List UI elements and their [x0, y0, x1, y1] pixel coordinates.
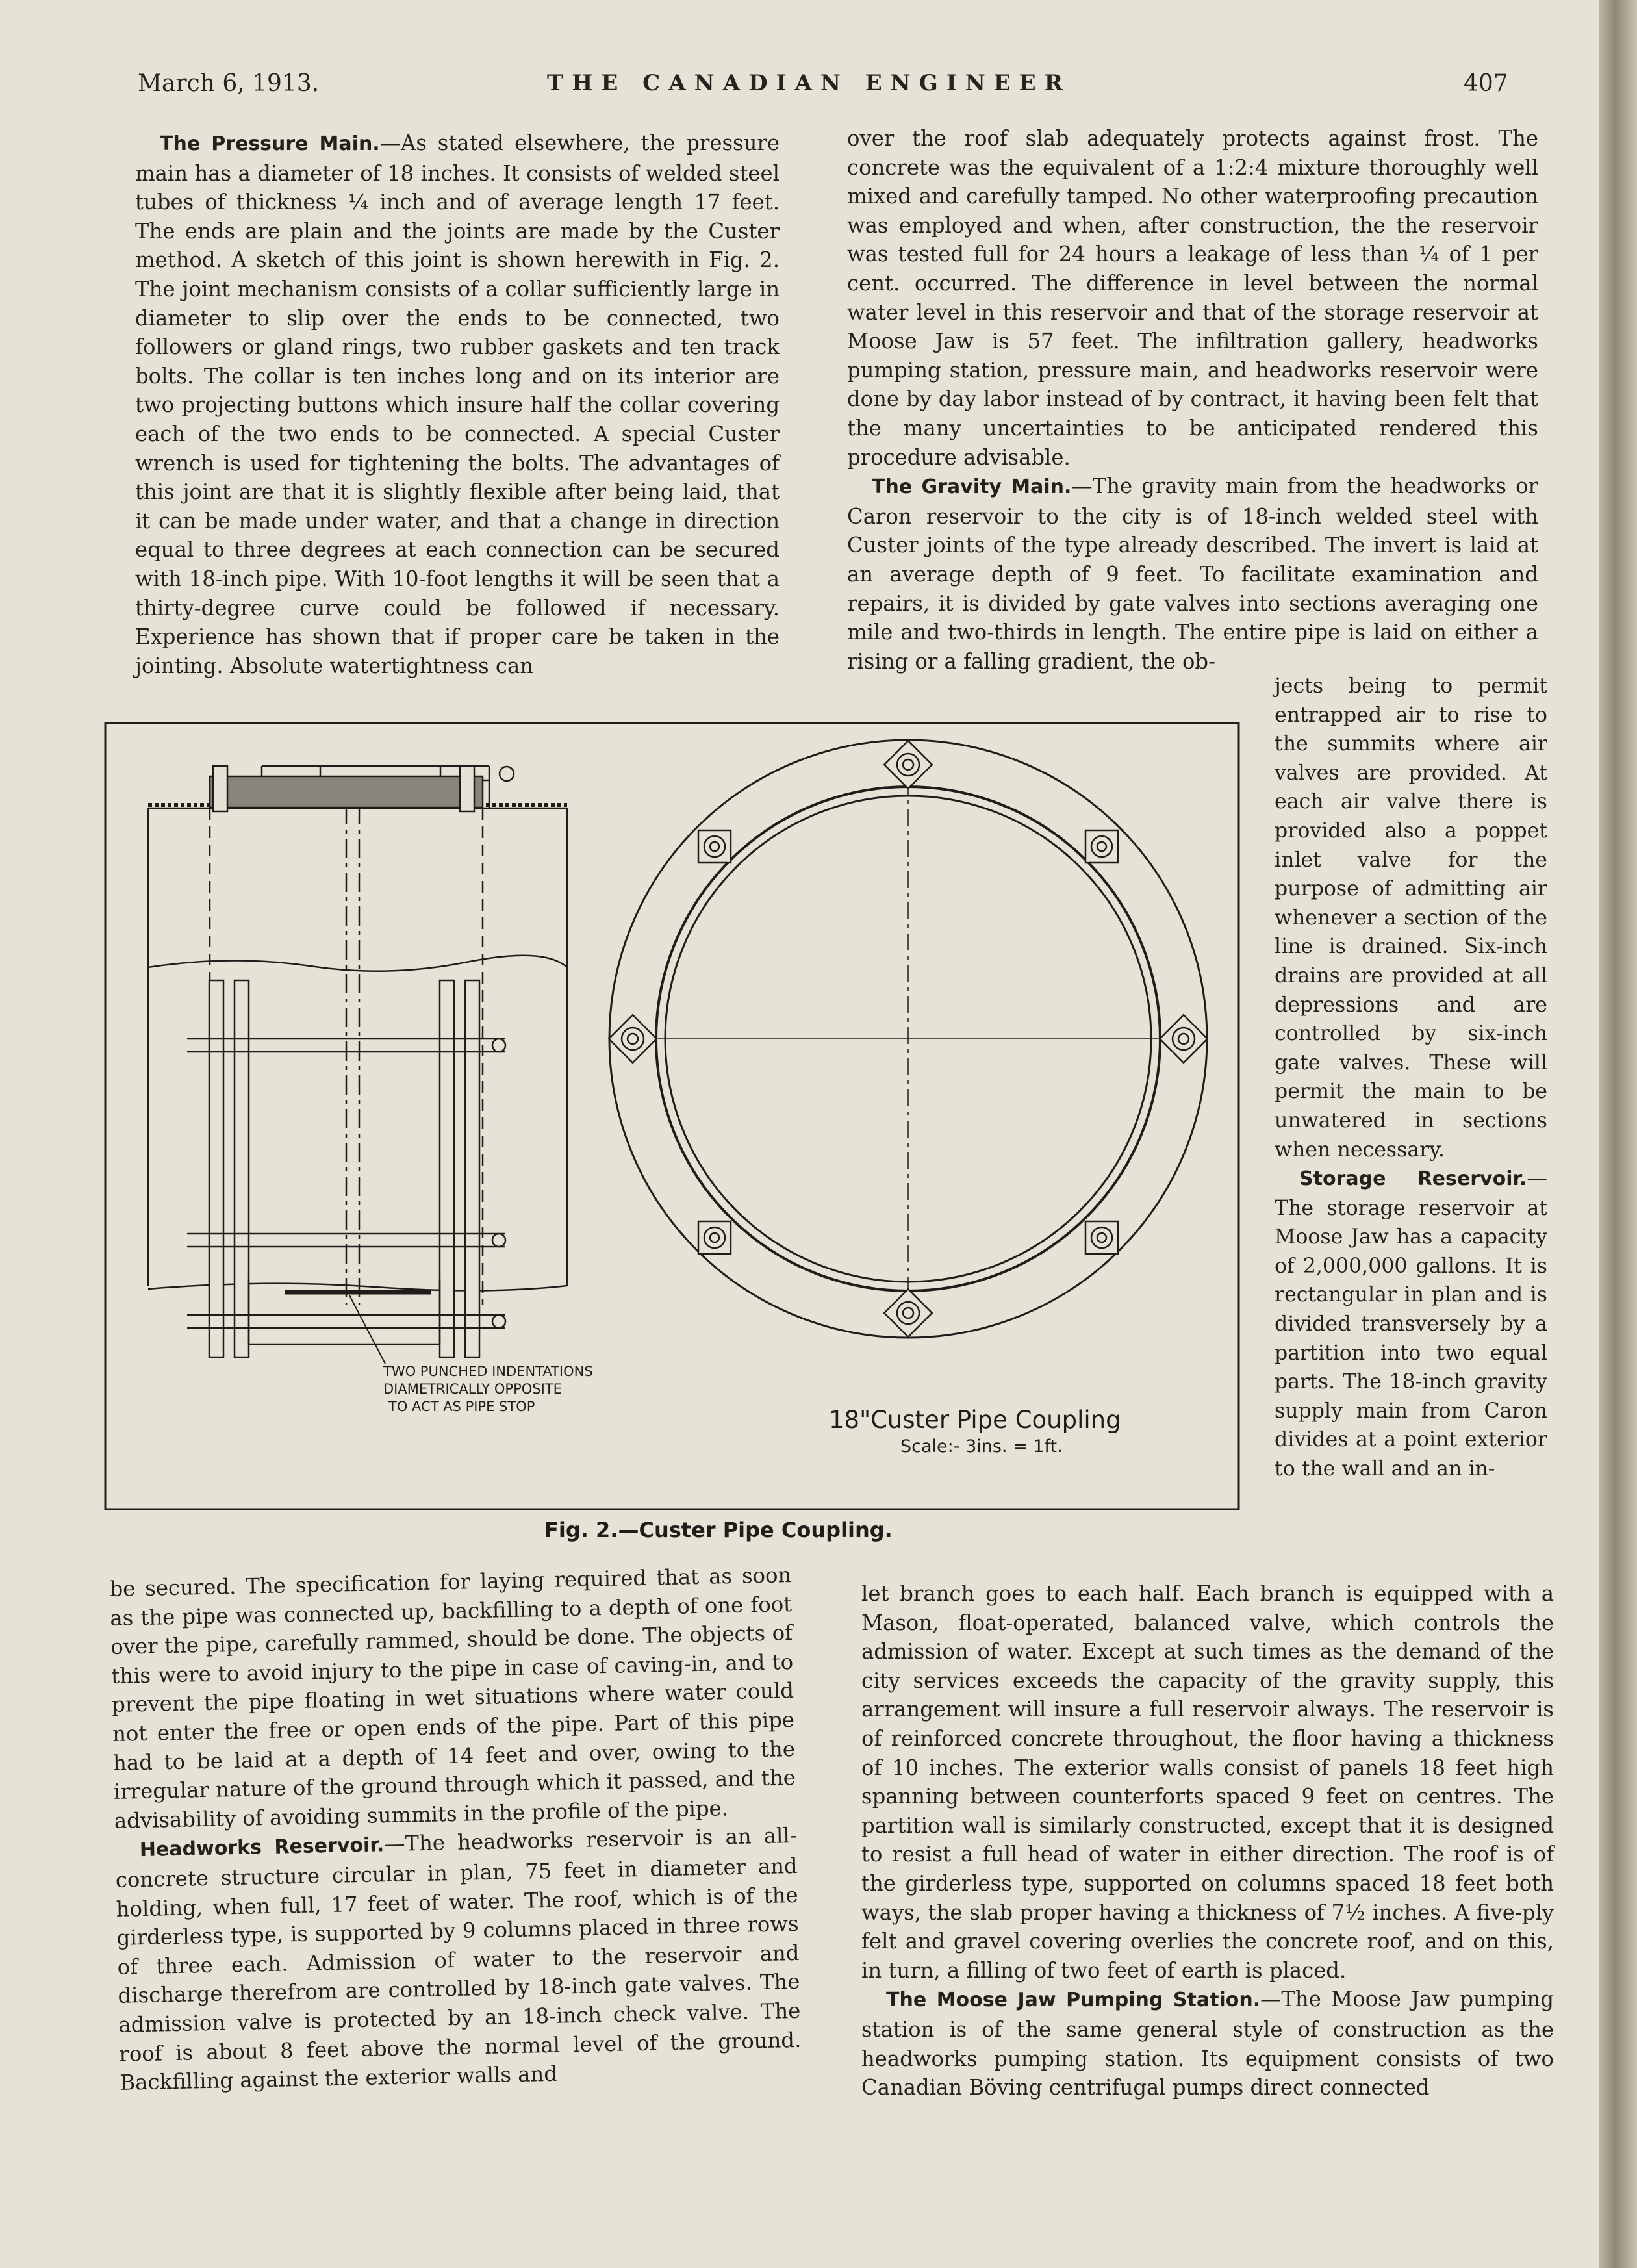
paragraph: —The gravity main from the headworks or Caron reservoir to the city is of 18-inch welded steel with Custer joints of the type already described. The invert is laid at an average depth of 9 feet. To facilitate examination and repairs, it is divided by gate valves into sections averaging one mile and two-thirds in length. The entire pipe is laid on either a rising or a falling gradient, the ob- [847, 474, 1538, 674]
paragraph: —The headworks reservoir is an all-concrete structure circular in plan, 75 feet in diameter and holding, when full, 17 feet of water. The roof, which is of the girderless type, is supported by 9 columns placed in three rows of three each. Admission of water to the reservoir and discharge therefrom are controlled by 18-inch gate valves. The admission valve is protected by an 18-inch check valve. The roof is about 8 feet above the normal level of the ground. Backfilling against the exterior walls and [115, 1823, 802, 2095]
figure-drawing-title: 18"Custer Pipe Coupling [829, 1406, 1121, 1434]
figure-caption: Fig. 2.—Custer Pipe Coupling. [544, 1518, 893, 1542]
section-heading-pressure-main: The Pressure Main. [160, 133, 380, 155]
section-heading-pumping-station: The Moose Jaw Pumping Station. [886, 1989, 1261, 2012]
page-number: 407 [1464, 70, 1508, 97]
paragraph: —The storage reservoir at Moose Jaw has a capacity of 2,000,000 gallons. It is rectangular in plan and is divided transversely by a partition into two equal parts. The 18-inch gravity supply main from Caron divides at a point exterior to the wall and an in- [1275, 1167, 1547, 1481]
paragraph: over the roof slab adequately protects against frost. The concrete was the equivalent of a 1:2:4 mixture thoroughly well mixed and carefully tamped. No other waterproofing precaution was employed and when, after construction, the the reservoir was tested full for 24 hours a leakage of less than ¼ of 1 per cent. occurred. The difference in level between the normal water level in this reservoir and that of the storage reservoir at Moose Jaw is 57 feet. The infiltration gallery, headworks pumping station, pressure main, and headworks reservoir were done by day labor instead of by contract, it having been felt that the many uncertainties to be anticipated rendered this procedure advisable. [847, 126, 1538, 470]
paragraph: let branch goes to each half. Each branch is equipped with a Mason, float-operated, balanced valve, which controls the admission of water. Except at such times as the demand of the city services exceeds the capacity of the gravity supply, this arrangement will insure a full reservoir always. The reservoir is of reinforced concrete throughout, the floor having a thickness of 10 inches. The exterior walls consist of panels 18 feet high spanning between counterforts spaced 9 feet on centres. The partition wall is similarly constructed, except that it is designed to resist a full head of water in either direction. The roof is of the girderless type, supported on columns spaced 18 feet both ways, the slab proper having a thickness of 7½ inches. A five-ply felt and gravel covering overlies the concrete roof, and on this, in turn, a filling of two feet of earth is placed. [861, 1581, 1554, 1983]
page-binding-edge [1599, 0, 1637, 2268]
section-heading-gravity-main: The Gravity Main. [872, 476, 1072, 499]
paragraph: be secured. The specification for laying required that as soon as the pipe was connected up, backfilling to a depth of one foot over the pipe, carefully rammed, should be done. The objects of this were to avoid injury to the pipe in case of caving-in, and to prevent the pipe floating in wet situations where water could not enter the free or open ends of the pipe. Part of this pipe had to be laid at a depth of 14 feet and over, owing to the irregular nature of the ground through which it passed, and the advisability of avoiding summits in the profile of the pipe. [109, 1562, 796, 1833]
pipe-coupling-end-view [609, 740, 1208, 1338]
column-pressure-main [135, 129, 780, 680]
column-right-top [847, 124, 1538, 676]
journal-title: THE CANADIAN ENGINEER [547, 70, 1071, 96]
figure-note-line-2: DIAMETRICALLY OPPOSITE [383, 1381, 562, 1397]
section-heading-storage-reservoir: Storage Reservoir. [1299, 1167, 1527, 1191]
issue-date: March 6, 1913. [138, 70, 320, 97]
column-left-bottom [109, 1561, 802, 2098]
figure-note-line-3: TO ACT AS PIPE STOP [388, 1399, 535, 1414]
figure-scale-note: Scale:- 3ins. = 1ft. [900, 1436, 1063, 1457]
section-heading-headworks-reservoir: Headworks Reservoir. [139, 1833, 385, 1862]
paragraph: —The Moose Jaw pumping station is of the same general style of construction as the headworks pumping station. Its equipment consists of two Canadian Böving centrifugal pumps direct connected [861, 1987, 1554, 2100]
column-narrow-right [1275, 672, 1547, 1484]
column-right-bottom [861, 1579, 1554, 2102]
paragraph: —As stated elsewhere, the pressure main has a diameter of 18 inches. It consists of welded steel tubes of thickness ¼ inch and of average length 17 feet. The ends are plain and the joints are made by the Custer method. A sketch of this joint is shown herewith in Fig. 2. The joint mechanism consists of a collar sufficiently large in diameter to slip over the ends to be connected, two followers or gland rings, two rubber gaskets and ten track bolts. The collar is ten inches long and on its interior are two projecting buttons which insure half the collar covering each of the two ends to be connected. A special Custer wrench is used for tightening the bolts. The advantages of this joint are that it is slightly flexible after being laid, that it can be made under water, and that a change in direction equal to three degrees at each connection can be secured with 18-inch pipe. With 10-foot lengths it will be seen that a thirty-degree curve could be followed if necessary. Experience has shown that if proper care be taken in the jointing. Absolute watertightness can [135, 131, 780, 678]
pipe-side-elevation [148, 766, 567, 1364]
figure-note-line-1: TWO PUNCHED INDENTATIONS [383, 1364, 593, 1379]
paragraph: jects being to permit entrapped air to rise to the summits where air valves are provided. At each air valve there is provided also a poppet inlet valve for the purpose of admitting air whenever a section of the line is drained. Six-inch drains are provided at all depressions and are controlled by six-inch gate valves. These will permit the main to be unwatered in sections when necessary. [1275, 674, 1547, 1162]
figure-custer-pipe-coupling [103, 720, 1243, 1513]
